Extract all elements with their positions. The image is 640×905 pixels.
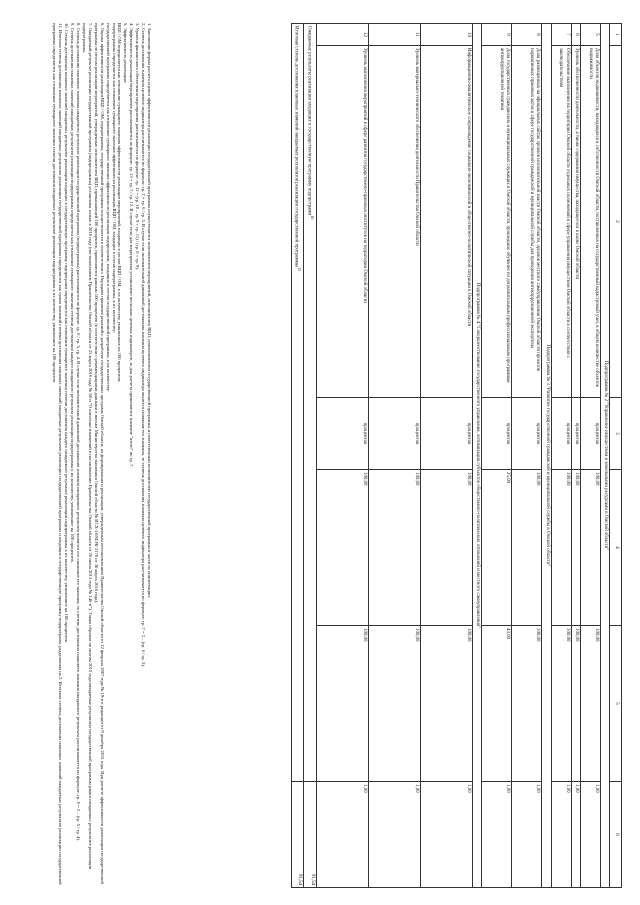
header-cell: 3	[610, 398, 622, 470]
row-number: 12	[317, 24, 369, 46]
footnotes	[52, 23, 152, 887]
indicator-name: Уровень материально-технического обеспечения деятельности Правительства Омской области	[369, 46, 421, 398]
row-number: 9	[482, 24, 512, 46]
row-number: 11	[369, 24, 421, 46]
unit-cell: процентов	[482, 398, 512, 470]
efficiency-value: 1,00	[580, 782, 600, 888]
footnote: 5. Эффективность реализации:	[123, 23, 129, 84]
plan-value: 100,00	[512, 470, 542, 626]
efficiency-value: 1,00	[369, 782, 421, 888]
total-value: 91,54	[291, 782, 304, 888]
total-label: Ожидаемые результаты реализации входящих в государственную программу подпрограмм$^{10}$	[304, 24, 317, 782]
total-value: 91,54	[304, 782, 317, 888]
row-number: 7	[551, 24, 571, 46]
results-table	[291, 23, 622, 888]
header-cell: 1	[610, 24, 622, 46]
fact-value: 100,00	[317, 626, 369, 782]
indicator-name: Доля размещенных на официальных сайтах органов исполнительной власти Омской области, органов местного самоуправления Омской области проектов нормативных правовых актов в сфере государственной гражданской и муниципальной службы для проведения антикоррупционной экспертизы	[512, 46, 542, 398]
table-row	[421, 24, 473, 888]
footnote: государственной программы определяется как отношение суммарного значения эффективности реализации подпрограмм, входящих в состав государственной программы, к их количеству.	[105, 23, 111, 392]
plan-value: 100,00	[580, 470, 600, 626]
fact-value: 100,00	[369, 626, 421, 782]
footnote: подпрограммы определяется как отношение суммарного значения эффективности реализации ВЦП / ОМ, входящих в состав подпрограммы, к их количеству;	[111, 23, 117, 333]
table-row	[571, 24, 580, 888]
fact-value: 100,00	[551, 626, 571, 782]
unit-cell: процентов	[551, 398, 571, 470]
fact-value: 100,00	[421, 626, 473, 782]
plan-value: 100,00	[421, 470, 473, 626]
footnote: 10. Степень достижения плановых значений ожидаемых результатов реализации входящих в государственную программу подпрограмм определяется как отношение суммарного значения степени достижения каждого ожидаемого результата реализации подпрограммы к их количеству, умноженное на 100 процентов.	[64, 23, 70, 644]
plan-value: 100,00	[317, 470, 369, 626]
subprogram-title: Подпрограмма № 3 "Развитие государственной гражданской и муниципальной службы в Омской области"	[542, 24, 551, 888]
fact-value: 100,00	[571, 626, 580, 782]
unit-cell: процентов	[421, 398, 473, 470]
unit-cell: процентов	[512, 398, 542, 470]
total-row	[291, 24, 304, 888]
plan-value: 25,00	[482, 470, 512, 626]
total-label: Итоговая степень достижения плановых значений ожидаемых результатов реализации государственной программы$^{11}$	[291, 24, 304, 782]
table-row	[580, 24, 600, 888]
footnote: 8. Степень достижения планового значения ожидаемого результата реализации государственной программы (подпрограммы) рассчитывается по формуле: гр. 6 / гр. 5, гр. 4. В случае если положительной динамикой достижения значения ожидаемого результата является его снижение его значения, то степень достижения планового значения ожидаемого результата рассчитывается по формуле: гр. 6 = 2 – (гр. 5 / гр. 4).	[76, 23, 82, 842]
table-row	[482, 24, 512, 888]
section-row	[542, 24, 551, 888]
unit-cell: процентов	[317, 398, 369, 470]
section-row	[600, 24, 609, 888]
header-cell: 2	[610, 46, 622, 398]
table-row	[317, 24, 369, 888]
total-row	[304, 24, 317, 888]
fact-value: 100,00	[512, 626, 542, 782]
efficiency-value: 1,00	[571, 782, 580, 888]
subprogram-title: Подпрограмма № 2 "Управление имуществом и земельными ресурсами в Омской области"	[600, 24, 609, 888]
indicator-name: Доля государственных гражданских и муниципальных служащих в Омской области, прошедших обучение по дополнительным профессиональным программам антикоррупционной тематики	[482, 46, 512, 398]
footnote: 11. Итоговая степень достижения плановых значений ожидаемых результатов реализации государственной программы определяется как сумма значений степени достижения плановых значений ожидаемых результатов реализации государственной программы и входящих в государственную программу подпрограмм, разделенная на 2. Итоговая степень достижения плановых значений ожидаемых результатов реализации государственной программы определяется как отношение суммарного значения степени достижения ожидаемых результатов реализации подпрограммы к их количеству, умноженное на 100 процентов.	[52, 23, 64, 885]
fact-value: 43,00	[482, 626, 512, 782]
unit-cell: процентов	[571, 398, 580, 470]
indicator-name: Информационно-аналитическое сопровождение социально-экономической и общественно-политической ситуации в Омской области	[421, 46, 473, 398]
unit-cell: процентов	[580, 398, 600, 470]
indicator-name: Уровень обеспеченности деятельности, а также содержания имущества, находящегося в казне Омской области	[571, 46, 580, 398]
fact-value: 100,00	[580, 626, 600, 782]
table-row	[551, 24, 571, 888]
indicator-name: Уровень выполнения мероприятий в сфере развития государственно-правовых институтов на территории Омской области	[317, 46, 369, 398]
row-number: 8	[512, 24, 542, 46]
efficiency-value: 1,00	[512, 782, 542, 888]
row-number: 10	[421, 24, 473, 46]
footnote: 4. Эффективность реализации мероприятия рассчитывается по формуле: гр. 13 = гр. 7 / гр. 12. В случае если для мероприятия установлено несколько целевых индикаторов, то для расчета применяется значение "итого" по гр. 7.	[129, 23, 135, 468]
table-header-row	[610, 24, 622, 888]
unit-cell: процентов	[369, 398, 421, 470]
efficiency-value: 1,00	[551, 782, 571, 888]
footnote: 2. Степень достижения значения целевого индикатора рассчитывается по формуле: гр. 7 = гр. 6 / гр. 5. В случае если положительной динамикой достижения значения целевого индикатора является снижение его значения, то степень достижения значения целевого индикатора рассчитывается по формуле: гр. 7 = 2 – (гр. 6 / гр. 5).	[141, 23, 147, 667]
table-row	[369, 24, 421, 888]
header-cell: 5	[610, 626, 622, 782]
footnote: 6. Оценка эффективности реализации ВЦП / ОМ, подпрограммы, государственной программы осуществляется в соответствии с Порядком принятия решений о разработке государственных программ Омской области, их формирования и реализации, утвержденным постановлением Правительства Омской области от 12 февраля 2007 года № 19-п в редакции от 9 декабря 2015 года. При расчете эффективности реализации государственной программы по итогам реализации мероприятий, утвержденных исполнителем ВЦП, превышающей 100 процентов, применяются равным 100 процентов (в соответствии с рекомендациями данными в письме Министерства экономики Омской области № ИСХ-16/МЭК-2178 от 30 марта 2016 года).	[93, 23, 105, 884]
subprogram-title: Подпрограмма № 4 "Совершенствование государственного управления, оптимизация субъектов общественно-политических отношений и местного самоуправления"	[473, 24, 482, 888]
section-row	[473, 24, 482, 888]
footnote: 7. Ожидаемый результат реализации государственной программы (подпрограммы) установлен только в 2016 году (постановлением Правительства Омской области от 23 марта 2016 года № 58-п "О внесении изменений в постановление Правительства Омской области от 26 июня 2013 года № 146-п"). Таким образом по итогам 2015 года ожидаемые результаты государственной программы рамки ожидаемых результатов реализации подпрограммы.	[82, 23, 93, 870]
indicator-name: Доля объектов недвижимости, находящихся в собственности Омской области, поставленных на государственный кадастровый учет, в общем количестве объектов недвижимости	[580, 46, 600, 398]
row-number: 5	[580, 24, 600, 46]
footnote: ВЦП / ОМ определяется как отношение суммарного значения эффективности реализации мероприятий, входящих в состав ВЦП / ОМ, к их количеству, умноженное на 100 процентов;	[117, 23, 123, 383]
header-cell: 6	[610, 782, 622, 888]
table-row	[512, 24, 542, 888]
efficiency-value: 1,00	[482, 782, 512, 888]
header-cell: 4	[610, 470, 622, 626]
plan-value: 100,00	[551, 470, 571, 626]
efficiency-value: 1,00	[421, 782, 473, 888]
row-number: 6	[571, 24, 580, 46]
rotated-document-page	[10, 15, 630, 895]
efficiency-value: 1,00	[317, 782, 369, 888]
footnote: 3. Уровень финансового обеспечения мероприятия рассчитывается по формуле: гр. 12 = (гр. 10 – гр. 9 + гр. 11) / (гр. 8 + гр. 9).	[135, 23, 141, 270]
footnote: 1. Заполнение формы расчета оценки эффективности реализации государственной программы осуществляется исполнителем мероприятий, исполнителем ВЦП, соисполнителем государственной программы и ответственным исполнителем государственной программы в части их компетенции.	[147, 23, 152, 598]
indicator-name: Обеспечение выполнения на территории Омской области отдельных полномочий в сфере управления имуществом Омской области в соответствии с законодательством	[551, 46, 571, 398]
plan-value: 100,00	[571, 470, 580, 626]
footnote: 9. Степень достижения плановых значений ожидаемых результатов реализации подпрограммы определяется как отношение суммарного значения степени достижения каждого ожидаемого результата реализации подпрограммы к их количеству, умноженное на 100 процентов.	[70, 23, 76, 563]
plan-value: 100,00	[369, 470, 421, 626]
